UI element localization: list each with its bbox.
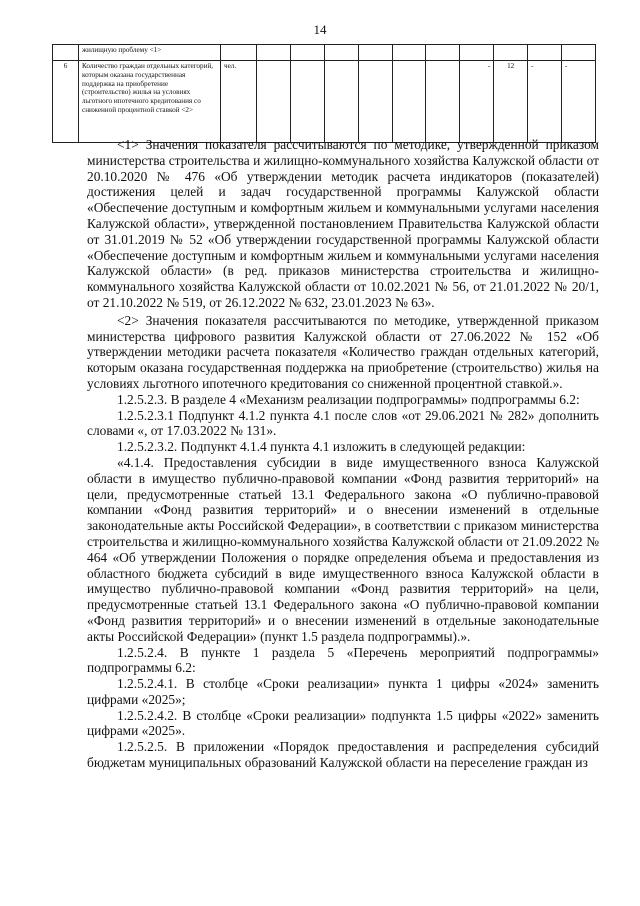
paragraph: 1.2.5.2.3. В разделе 4 «Механизм реализации подпрограммы» подпрограммы 6.2: [117,391,580,407]
table-cell-value [324,61,358,143]
table-cell [257,45,291,61]
table-cell-value [358,61,392,143]
table-cell-row-number: 6 [53,61,79,143]
table-cell-value [392,61,426,143]
table-cell-value: 12 [494,61,528,143]
paragraph: 1.2.5.2.3.1 Подпункт 4.1.2 пункта 4.1 после слов «от 29.06.2021 № 282» дополнить словами «, от 17.03.2022 № 131». [87,407,599,439]
document-body [87,137,599,771]
table-cell [528,45,562,61]
page-number: 14 [313,22,327,37]
paragraph: 1.2.5.2.3.2. Подпункт 4.1.4 пункта 4.1 изложить в следующей редакции: [117,439,526,455]
paragraph: 1.2.5.2.4.1. В столбце «Сроки реализации» пункта 1 цифры «2024» заменить цифрами «2025»; [87,676,599,707]
paragraph: 1.2.5.2.5. В приложении «Порядок предоставления и распределения субсидий бюджетам муниципальных образований Калужской области на переселение граждан из [87,739,599,771]
table-cell [324,45,358,61]
table-cell [392,45,426,61]
table-cell-value: - [528,61,562,143]
table-cell [290,45,324,61]
table-cell [358,45,392,61]
table-cell-indicator-name: Количество граждан отдельных категорий, которым оказана государственная поддержка на приобретение (строительство) жилья на условиях льготного ипотечного кредитования со сниженной процентной ставкой <2> [79,61,221,143]
table-cell-value [426,61,460,143]
table-cell-value [257,61,291,143]
table-cell-unit: чел. [221,61,257,143]
table-cell-value [290,61,324,143]
paragraph: 1.2.5.2.4. В пункте 1 раздела 5 «Перечень мероприятий подпрограммы» подпрограммы 6.2: [87,644,599,676]
table-cell [426,45,460,61]
table-cell-value: - [460,61,494,143]
table-cell [53,45,79,61]
table-row [53,61,596,143]
paragraph: 1.2.5.2.4.2. В столбце «Сроки реализации» подпункта 1.5 цифры «2022» заменить цифрами «2025». [87,707,599,739]
indicator-table-fragment [52,44,596,143]
footnote-1: <1> Значения показателя рассчитываются по методике, утвержденной приказом министерства строительства и жилищно-коммунального хозяйства Калужской области от 20.10.2020 № 476 «Об утверждении методик расчета индикаторов (показателей) достижения целей и задач государственной программы Калужской области «Обеспечение доступным и комфортным жильем и коммунальными услугами населения Калужской области», утвержденной постановлением Правительства Калужской области от 31.01.2019 № 52 «Об утверждении государственной программы Калужской области «Обеспечение доступным и комфортным жильем и коммунальными услугами населения Калужской области» (в ред. приказов министерства строительства и жилищно-коммунального хозяйства Калужской области от 10.02.2021 № 56, от 21.01.2022 № 20/1, от 21.10.2022 № 519, от 26.12.2022 № 632, 23.01.2023 № 63». [87,137,599,310]
table-row [53,45,596,61]
table-cell [494,45,528,61]
footnote-2: <2> Значения показателя рассчитываются по методике, утвержденной приказом министерства цифрового развития Калужской области от 27.06.2022 № 152 «Об утверждении методики расчета показателя «Количество граждан отдельных категорий, которым оказана государственная поддержка на приобретение (строительство) жилья на условиях льготного ипотечного кредитования со сниженной процентной ставкой.». [87,312,599,391]
table-cell [562,45,596,61]
table-cell [221,45,257,61]
table-cell-previous-row-text: жилищную проблему <1> [79,45,221,61]
table-cell-value: - [562,61,596,143]
table-cell [460,45,494,61]
paragraph: «4.1.4. Предоставления субсидии в виде имущественного взноса Калужской области в имущество публично-правовой компании «Фонд развития территорий» на цели, предусмотренные статьей 13.1 Федерального закона «О публично-правовой компании «Фонд развития территорий» и о внесении изменений в отдельные законодательные акты Российской Федерации», в соответствии с приказом министерства строительства и жилищно-коммунального хозяйства Калужской области от 21.09.2022 № 464 «Об утверждении Положения о порядке определения объема и предоставления из областного бюджета субсидий в виде имущественного взноса Калужской области в имущество публично-правовой компании «Фонд развития территорий» на цели, предусмотренные статьей 13.1 Федерального закона «О публично-правовой компании «Фонд развития территорий» и о внесении изменений в отдельные законодательные акты Российской Федерации» (пункт 1.5 раздела подпрограммы).». [87,454,599,644]
